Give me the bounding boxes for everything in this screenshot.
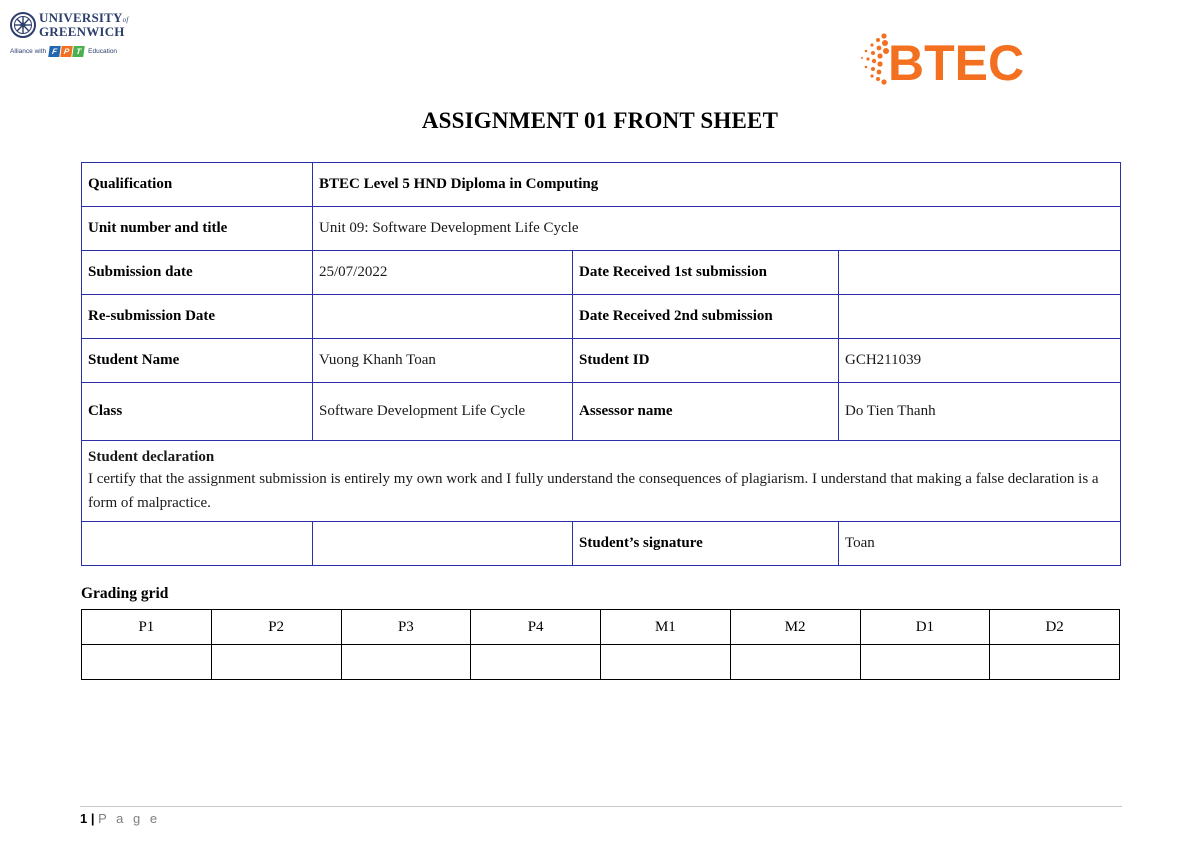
grading-header-row [82, 610, 1120, 645]
table-row [82, 163, 1121, 207]
grade-p3 [341, 645, 471, 680]
page-title: ASSIGNMENT 01 FRONT SHEET [421, 108, 779, 133]
table-row [82, 339, 1121, 383]
date-received-2-label: Date Received 2nd submission [573, 295, 839, 339]
fpt-alliance-logo [10, 46, 130, 57]
class-label: Class [82, 383, 313, 441]
empty-cell [82, 522, 313, 566]
assessor-value: Do Tien Thanh [839, 383, 1121, 441]
grading-value-row [82, 645, 1120, 680]
grade-p2 [211, 645, 341, 680]
university-seal-icon [10, 12, 36, 38]
btec-dots-icon [861, 33, 889, 84]
empty-cell [313, 522, 573, 566]
qualification-value: BTEC Level 5 HND Diploma in Computing [313, 163, 1121, 207]
university-name-line2: GREENWICH [39, 24, 125, 39]
criterion-d2: D2 [990, 610, 1120, 645]
university-of-greenwich-logo [10, 12, 130, 70]
page-footer [80, 811, 160, 826]
criterion-m1: M1 [601, 610, 731, 645]
alliance-prefix: Alliance with [10, 48, 47, 55]
criterion-d1: D1 [860, 610, 990, 645]
date-received-1-value [839, 251, 1121, 295]
student-name-value: Vuong Khanh Toan [313, 339, 573, 383]
date-received-2-value [839, 295, 1121, 339]
unit-value: Unit 09: Software Development Life Cycle [313, 207, 1121, 251]
university-name-line1: UNIVERSITY [39, 10, 123, 25]
declaration-text: I certify that the assignment submission is entirely my own work and I fully understand the consequences of plagiarism. I understand that making a false declaration is a form of malpractice. [88, 471, 1099, 511]
fpt-letter-p: P [60, 46, 73, 57]
student-id-label: Student ID [573, 339, 839, 383]
student-id-value: GCH211039 [839, 339, 1121, 383]
table-row [82, 207, 1121, 251]
assessor-label: Assessor name [573, 383, 839, 441]
criterion-p4: P4 [471, 610, 601, 645]
page-separator: | [90, 811, 95, 826]
table-row [82, 441, 1121, 522]
fpt-letter-t: T [72, 46, 85, 57]
date-received-1-label: Date Received 1st submission [573, 251, 839, 295]
student-declaration [82, 441, 1121, 522]
grading-grid-title: Grading grid [81, 585, 169, 602]
criterion-p1: P1 [82, 610, 212, 645]
alliance-suffix: Education [88, 48, 118, 55]
university-name-of: of [122, 16, 129, 24]
fpt-letter-f: F [48, 46, 61, 57]
grade-p4 [471, 645, 601, 680]
footer-divider [80, 806, 1122, 807]
table-row [82, 383, 1121, 441]
class-value: Software Development Life Cycle [313, 383, 573, 441]
grade-m2 [730, 645, 860, 680]
student-name-label: Student Name [82, 339, 313, 383]
submission-date-label: Submission date [82, 251, 313, 295]
criterion-m2: M2 [730, 610, 860, 645]
grading-grid-table [81, 609, 1120, 680]
criterion-p3: P3 [341, 610, 471, 645]
grade-m1 [601, 645, 731, 680]
table-row [82, 522, 1121, 566]
grade-d2 [990, 645, 1120, 680]
table-row [82, 251, 1121, 295]
btec-logo [858, 30, 1038, 88]
btec-wordmark: BTEC [888, 35, 1025, 88]
unit-label: Unit number and title [82, 207, 313, 251]
page-word: P a g e [98, 811, 161, 826]
table-row [82, 295, 1121, 339]
signature-label: Student’s signature [573, 522, 839, 566]
resubmission-date-label: Re-submission Date [82, 295, 313, 339]
grade-d1 [860, 645, 990, 680]
criterion-p2: P2 [211, 610, 341, 645]
grade-p1 [82, 645, 212, 680]
page-number: 1 [80, 811, 88, 826]
qualification-label: Qualification [82, 163, 313, 207]
signature-value: Toan [839, 522, 1121, 566]
submission-date-value: 25/07/2022 [313, 251, 573, 295]
resubmission-date-value [313, 295, 573, 339]
front-sheet-table [81, 162, 1121, 566]
declaration-heading: Student declaration [88, 449, 215, 465]
